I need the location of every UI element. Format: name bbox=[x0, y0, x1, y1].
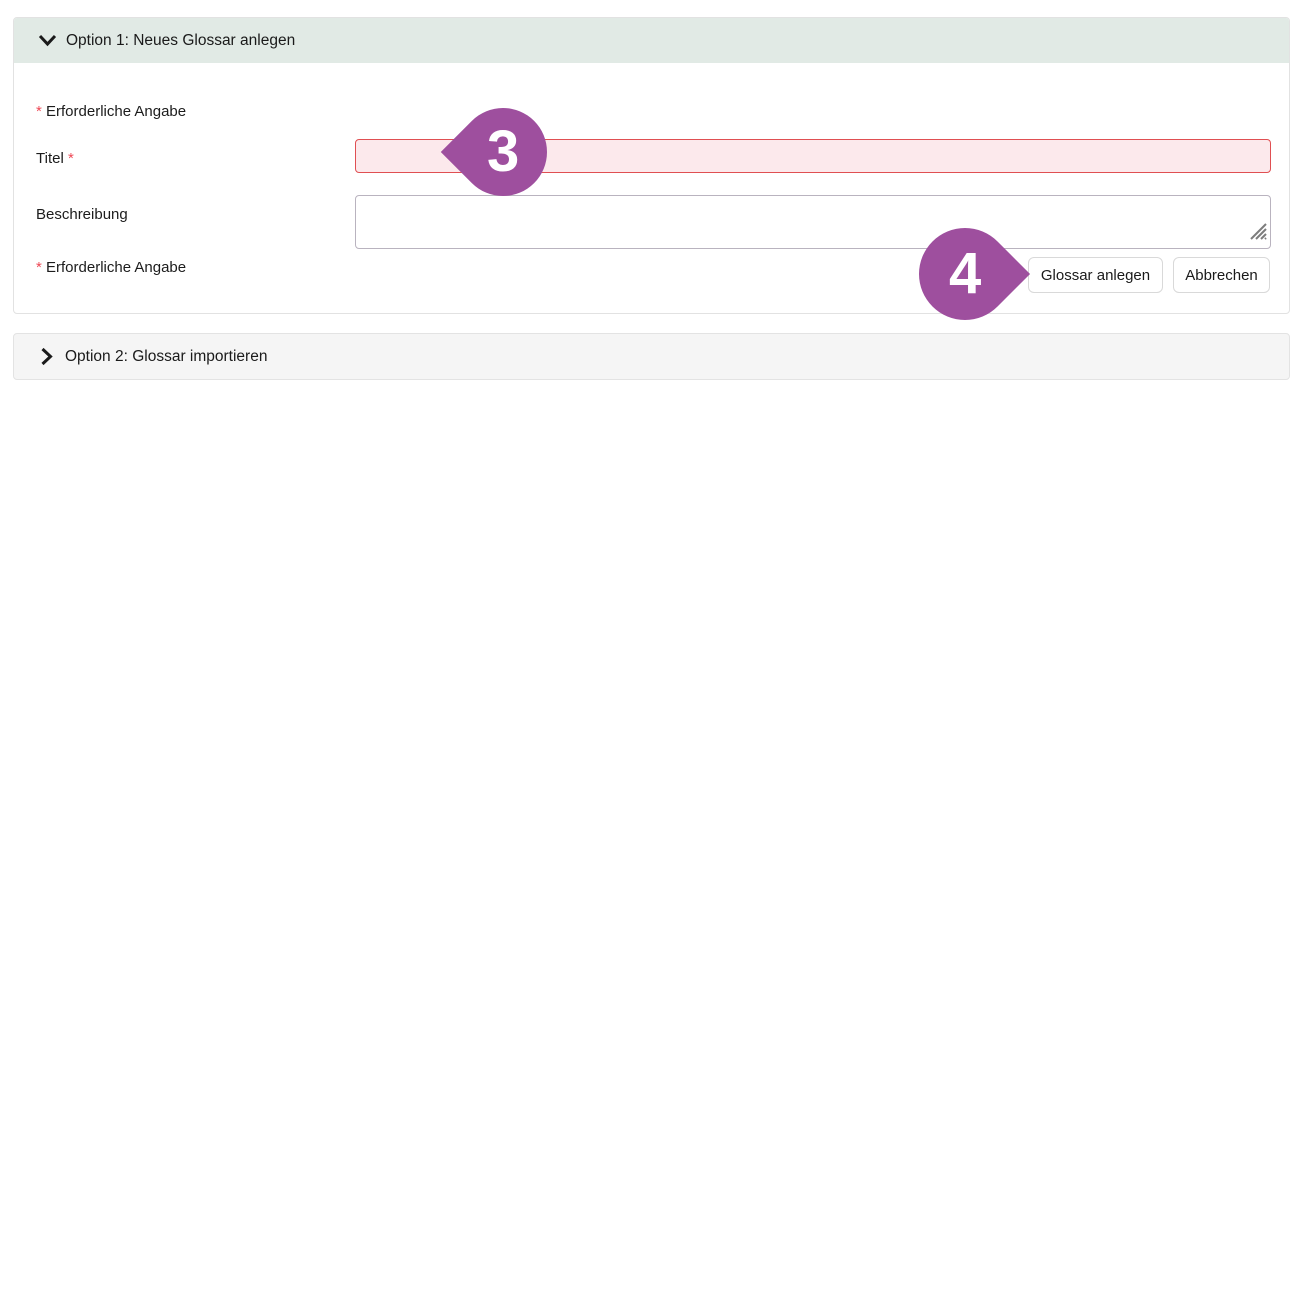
annotation-number: 3 bbox=[486, 119, 520, 185]
option2-title: Option 2: Glossar importieren bbox=[65, 347, 268, 365]
beschreibung-textarea[interactable] bbox=[355, 195, 1271, 249]
required-asterisk: * bbox=[36, 103, 42, 120]
required-note-text: Erforderliche Angabe bbox=[46, 103, 187, 120]
required-note-bottom bbox=[36, 259, 186, 276]
required-asterisk: * bbox=[36, 259, 42, 276]
option1-title: Option 1: Neues Glossar anlegen bbox=[66, 31, 296, 49]
glossar-anlegen-button[interactable]: Glossar anlegen bbox=[1028, 257, 1163, 293]
beschreibung-label: Beschreibung bbox=[36, 206, 128, 223]
option1-panel bbox=[13, 17, 1290, 314]
abbrechen-button[interactable]: Abbrechen bbox=[1173, 257, 1270, 293]
titel-label: Titel * bbox=[36, 150, 74, 167]
required-note-top bbox=[36, 103, 186, 120]
titel-required-asterisk: * bbox=[67, 150, 74, 167]
beschreibung-field-wrap bbox=[355, 195, 1271, 249]
required-note-text: Erforderliche Angabe bbox=[46, 259, 187, 276]
option2-accordion-header[interactable] bbox=[13, 333, 1290, 380]
chevron-down-icon bbox=[38, 34, 57, 47]
chevron-right-icon bbox=[40, 347, 53, 366]
option1-accordion-header[interactable] bbox=[14, 18, 1289, 63]
annotation-number: 4 bbox=[948, 240, 982, 306]
